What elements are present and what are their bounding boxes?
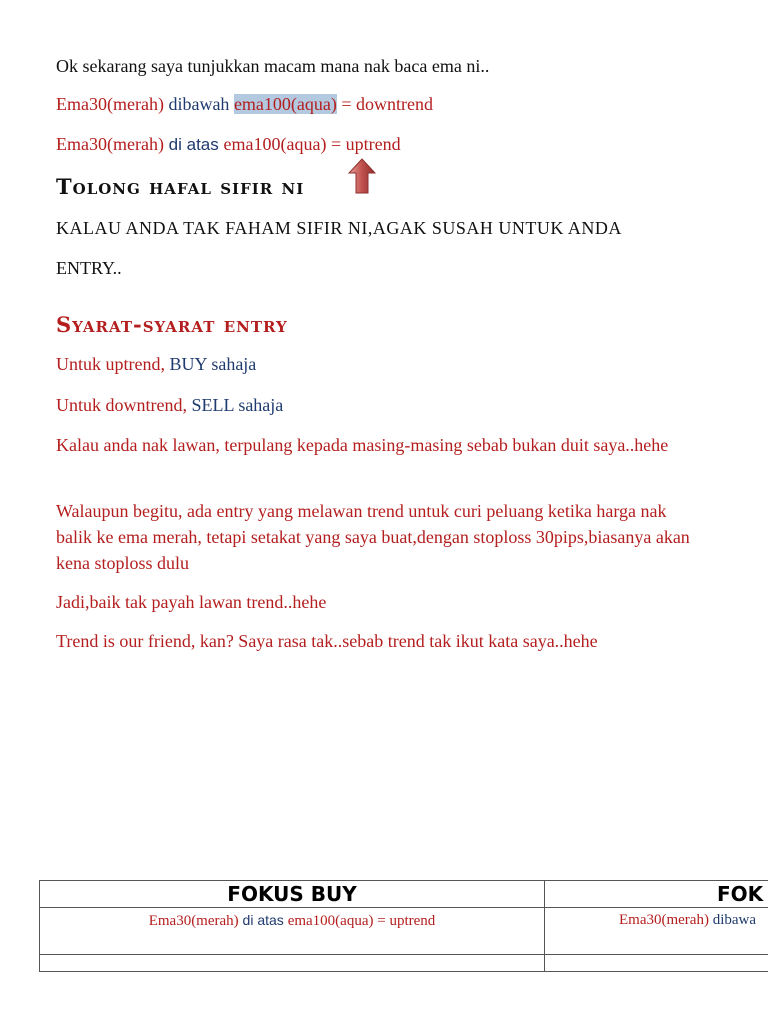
above-label: di atas xyxy=(163,135,224,154)
table-header-row xyxy=(40,881,768,908)
intro-text: Ok sekarang saya tunjukkan macam mana nak baca ema ni.. xyxy=(56,56,490,76)
downtrend-label: = downtrend xyxy=(336,94,434,114)
up-arrow-icon xyxy=(348,158,376,194)
uptrend-label: ema100(aqua) = uptrend xyxy=(223,134,401,154)
buy-rule-prefix: Untuk uptrend, xyxy=(56,354,170,374)
table-row-empty xyxy=(40,955,768,972)
empty-cell xyxy=(545,955,768,972)
ema30-label: Ema30(merah) xyxy=(56,134,164,154)
buy-rule xyxy=(56,354,256,375)
cell-uptrend: ema100(aqua) = uptrend xyxy=(287,913,436,929)
sell-rule-action: SELL sahaja xyxy=(191,395,284,415)
header-fokus-sell: FOK xyxy=(545,881,768,908)
sell-cell xyxy=(545,908,768,955)
table-row xyxy=(40,908,768,955)
paragraph-counter-trend-entry: Walaupun begitu, ada entry yang melawan trend untuk curi peluang ketika harga nak balik ke ema merah, tetapi setakat yang saya buat,dengan stoploss 30pips,biasanya akan kena stoploss dulu xyxy=(56,501,690,573)
downtrend-rule xyxy=(56,94,433,115)
empty-cell xyxy=(40,955,545,972)
ema100-highlighted: ema100(aqua) xyxy=(233,94,337,114)
paragraph-trend-friend: Trend is our friend, kan? Saya rasa tak..sebab trend tak ikut kata saya..hehe xyxy=(56,631,598,651)
ema30-label: Ema30(merah) xyxy=(56,94,164,114)
cell-ema30: Ema30(merah) xyxy=(148,913,239,929)
sell-rule-prefix: Untuk downtrend, xyxy=(56,395,192,415)
focus-table xyxy=(39,880,768,972)
cell-above: di atas xyxy=(238,912,288,928)
uptrend-rule xyxy=(56,134,401,155)
below-label: dibawah xyxy=(163,94,234,114)
warning-line-2: ENTRY.. xyxy=(56,258,122,278)
paragraph-no-counter: Jadi,baik tak payah lawan trend..hehe xyxy=(56,592,327,612)
header-fokus-buy: FOKUS BUY xyxy=(40,881,545,908)
buy-cell xyxy=(40,908,545,955)
sell-rule xyxy=(56,395,283,416)
heading-entry-rules: Syarat-syarat entry xyxy=(56,312,288,337)
cell-below: dibawa xyxy=(708,912,757,928)
warning-line-1: KALAU ANDA TAK FAHAM SIFIR NI,AGAK SUSAH UNTUK ANDA xyxy=(56,218,622,238)
buy-rule-action: BUY sahaja xyxy=(169,354,257,374)
cell-ema30: Ema30(merah) xyxy=(619,912,709,928)
heading-memorize: Tolong hafal sifir ni xyxy=(56,174,305,199)
paragraph-against-trend: Kalau anda nak lawan, terpulang kepada masing-masing sebab bukan duit saya..hehe xyxy=(56,435,669,455)
